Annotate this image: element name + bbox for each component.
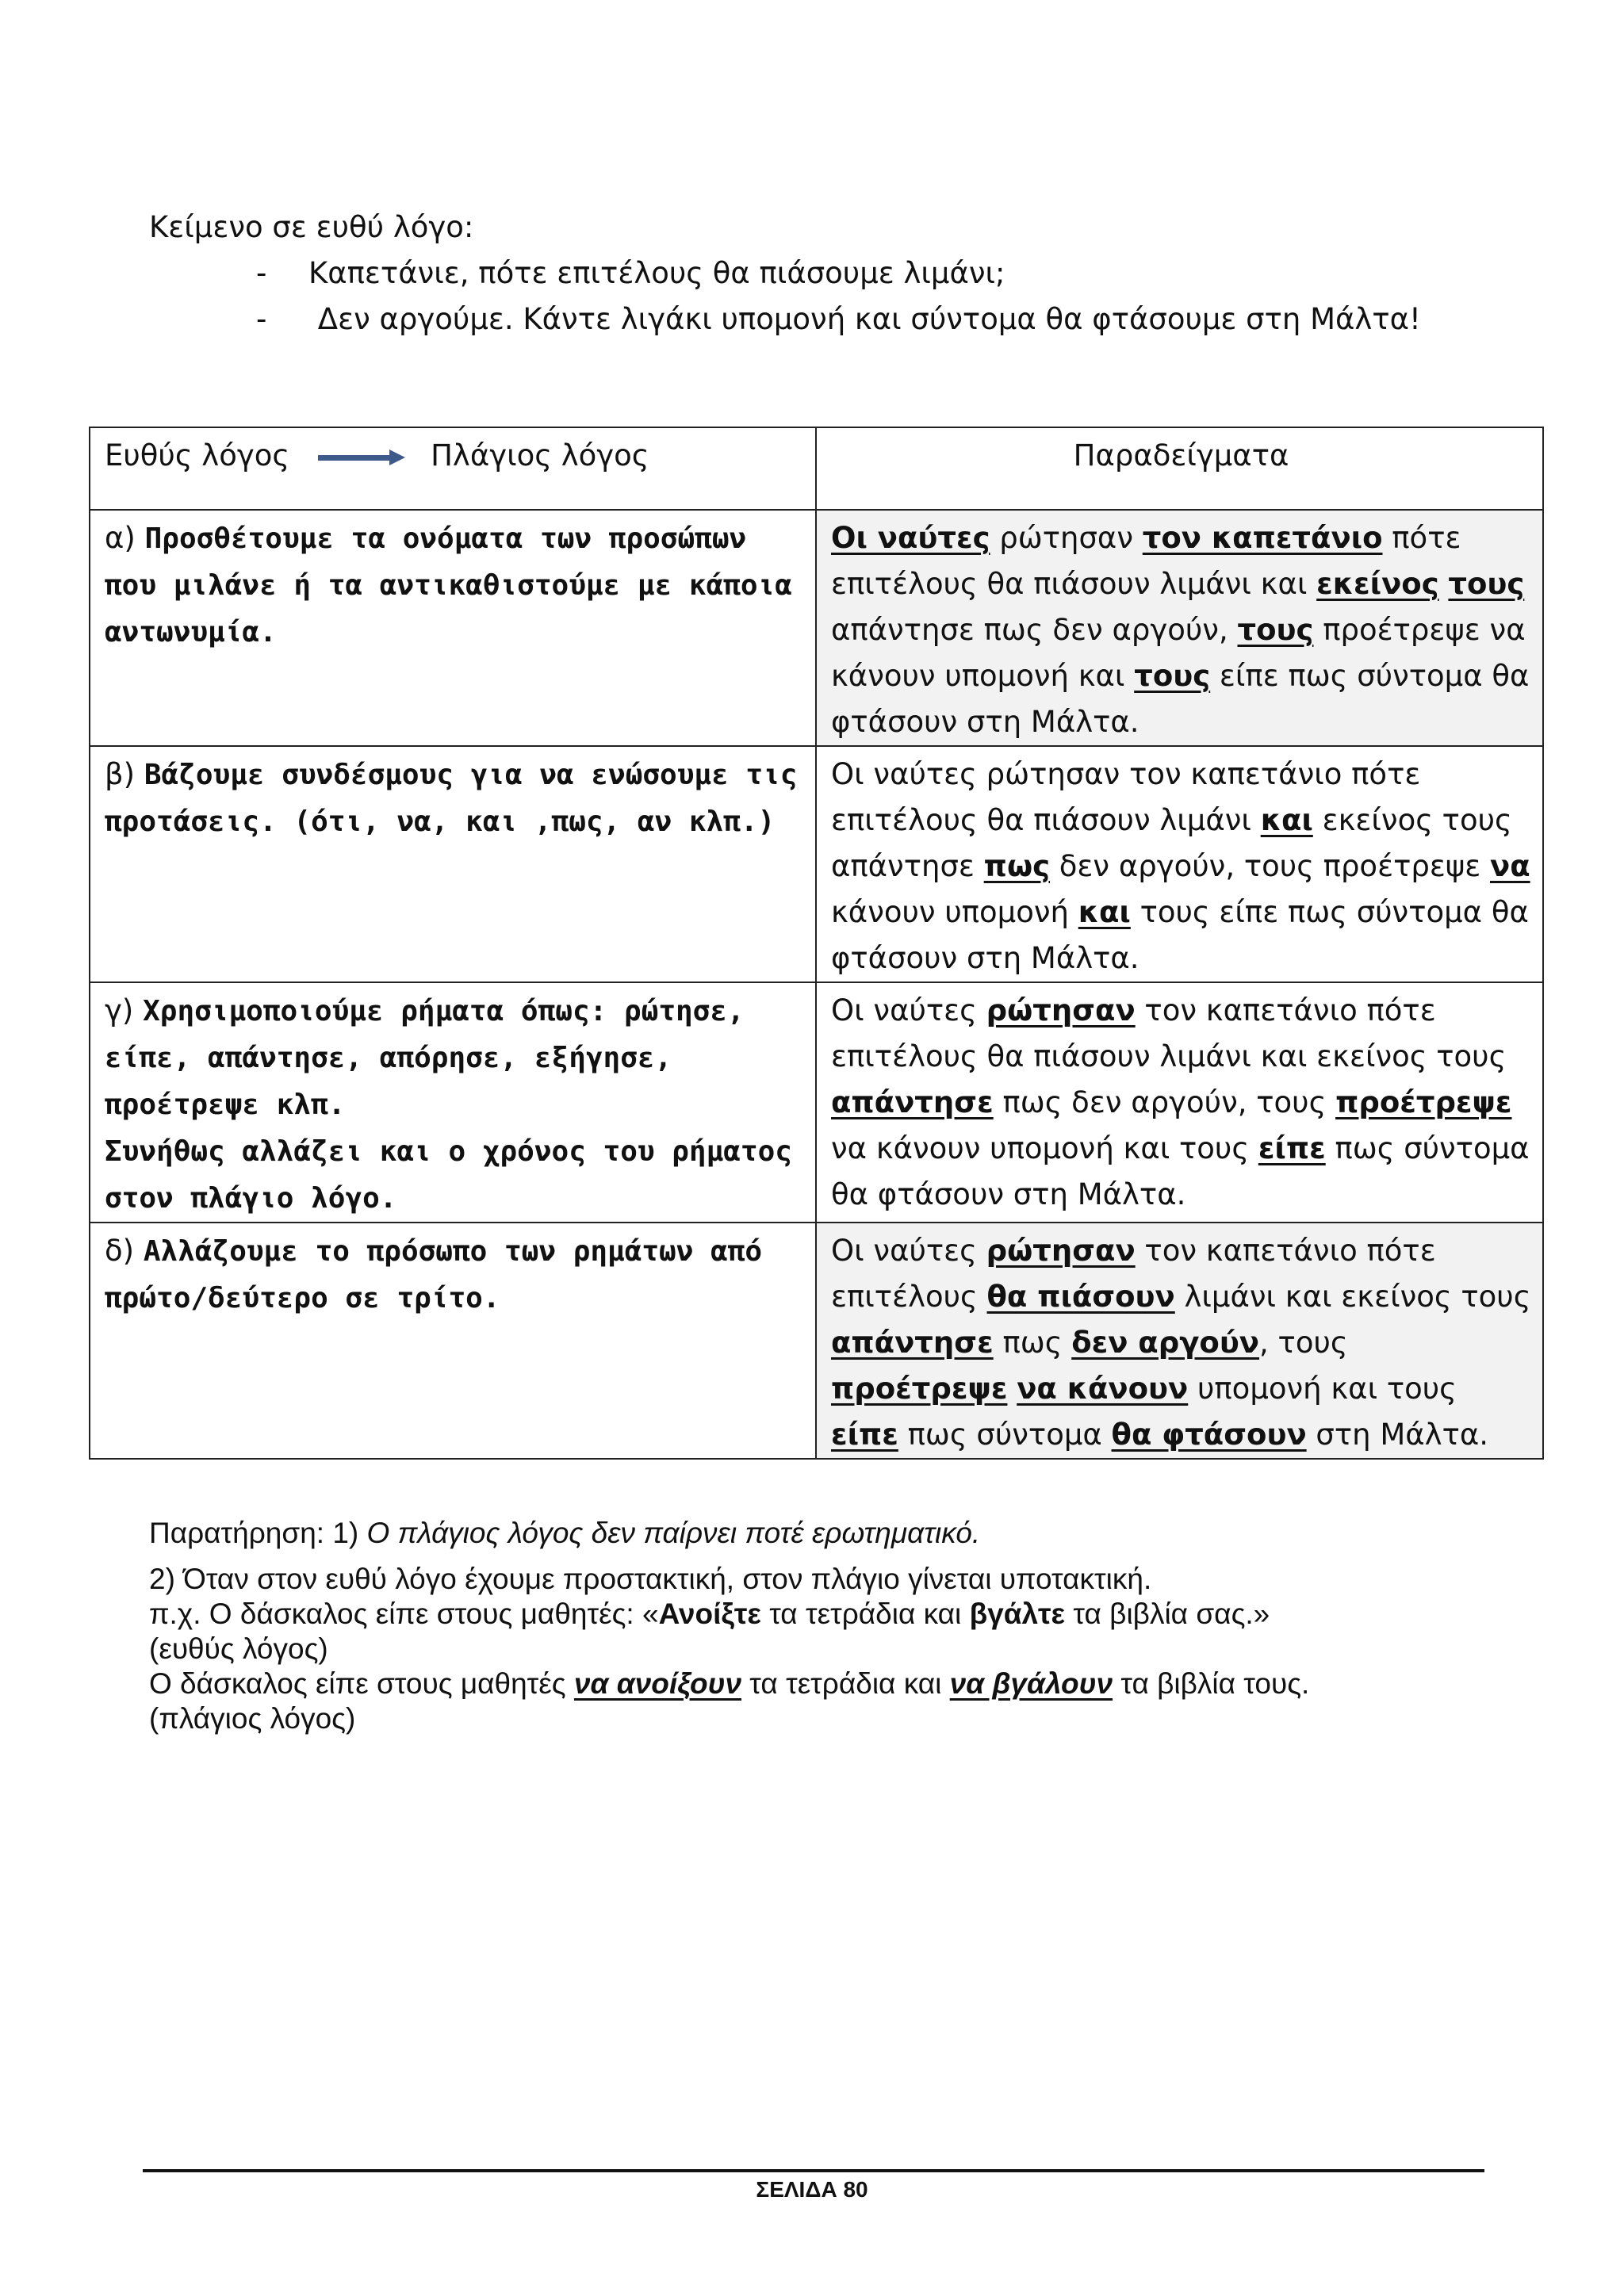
highlighted-word: θα πιάσουν — [986, 1280, 1175, 1314]
highlighted-word: τους — [1448, 567, 1525, 601]
example-cell — [816, 982, 1543, 1223]
highlighted-word: τους — [1134, 659, 1211, 693]
example-text: τους είπε πως σύντομα θα φτάσουν στη Μάλτα. — [831, 895, 1529, 975]
rules-table — [89, 427, 1544, 1460]
highlighted-word: ρώτησαν — [986, 993, 1136, 1027]
example-text: πως — [993, 1326, 1072, 1360]
arrow-right-icon — [318, 450, 405, 465]
note-1: Παρατήρηση: 1) Ο πλάγιος λόγος δεν παίρνει ποτέ ερωτηματικό. — [149, 1517, 981, 1549]
highlighted-word: απάντησε — [831, 1085, 994, 1119]
intro-block — [149, 205, 1421, 342]
example-cell — [816, 746, 1543, 982]
example-text: τον καπετάνιο πότε επιτέλους — [831, 1234, 1436, 1314]
example-text: απάντησε πως δεν αργούν, — [831, 613, 1238, 647]
highlighted-word: προέτρεψε — [1335, 1085, 1512, 1119]
highlighted-word: θα φτάσουν — [1111, 1418, 1307, 1452]
highlighted-word: τον καπετάνιο — [1142, 521, 1383, 555]
rule-cell: δ) Αλλάζουμε το πρόσωπο των ρημάτων από πρώτο/δεύτερο σε τρίτο. — [90, 1223, 816, 1459]
highlighted-word: είπε — [1258, 1131, 1326, 1165]
example-text: Οι ναύτες — [831, 993, 986, 1027]
example-text: προέτρεψε να κάνουν υπομονή και — [831, 613, 1526, 693]
label-indirect: (πλάγιος λόγος) — [149, 1702, 356, 1735]
highlighted-word: ρώτησαν — [986, 1234, 1136, 1268]
footer-divider — [143, 2169, 1484, 2172]
example-text — [1439, 567, 1449, 601]
highlighted-word: Οι ναύτες — [831, 521, 990, 555]
example-text: υπομονή και τους — [1188, 1372, 1457, 1406]
example-text: Οι ναύτες ρώτησαν τον καπετάνιο πότε επιτέλους θα πιάσουν λιμάνι — [831, 757, 1421, 837]
header-examples: Παραδείγματα — [816, 427, 1543, 510]
example-text: ρώτησαν — [990, 521, 1143, 555]
example-cell — [816, 1223, 1543, 1459]
example-text: πως σύντομα — [898, 1418, 1112, 1452]
highlighted-word: και — [1260, 803, 1313, 837]
example-text: εκείνος τους απάντησε — [831, 803, 1512, 883]
example-cell — [816, 510, 1543, 746]
header-direct-speech: Ευθύς λόγος — [105, 438, 290, 473]
example-text: , τους — [1259, 1326, 1348, 1360]
dialog-line-1: - Καπετάνιε, πότε επιτέλους θα πιάσουμε λιμάνι; — [256, 256, 1005, 290]
header-left-cell — [90, 427, 816, 510]
page-number: ΣΕΛΙΔΑ 80 — [756, 2177, 868, 2202]
example-text: τον καπετάνιο πότε επιτέλους θα πιάσουν λιμάνι και εκείνος τους — [831, 993, 1507, 1073]
highlighted-word: πως — [983, 849, 1051, 883]
header-indirect-speech: Πλάγιος λόγος — [431, 438, 649, 473]
note-example-indirect: Ο δάσκαλος είπε στους μαθητές να ανοίξουν τα τετράδια και να βγάλουν τα βιβλία τους. — [149, 1667, 1310, 1700]
table-row — [90, 510, 1543, 746]
table-row — [90, 1223, 1543, 1459]
highlighted-word: να κάνουν — [1017, 1372, 1189, 1406]
rule-cell: β) Βάζουμε συνδέσμους για να ενώσουμε τις προτάσεις. (ότι, να, και ,πως, αν κλπ.) — [90, 746, 816, 982]
highlighted-word: απάντησε — [831, 1326, 994, 1360]
rule-cell: γ) Χρησιμοποιούμε ρήματα όπως: ρώτησε, είπε, απάντησε, απόρησε, εξήγησε, προέτρεψε κλπ. Συνήθως αλλάζει και ο χρόνος του ρήματος στον πλάγιο λόγο. — [90, 982, 816, 1223]
example-text: κάνουν υπομονή — [831, 895, 1078, 929]
table-header-row — [90, 427, 1543, 510]
example-text: στη Μάλτα. — [1306, 1418, 1488, 1452]
example-text: δεν αργούν, τους προέτρεψε — [1050, 849, 1490, 883]
highlighted-word: είπε — [831, 1418, 898, 1452]
dialog-line-2: - Δεν αργούμε. Κάντε λιγάκι υπομονή και σύντομα θα φτάσουμε στη Μάλτα! — [256, 302, 1421, 336]
example-text: πότε επιτέλους θα πιάσουν λιμάνι και — [831, 521, 1461, 601]
note-2: 2) Όταν στον ευθύ λόγο έχουμε προστακτική, στον πλάγιο γίνεται υποτακτική. — [149, 1563, 1152, 1595]
highlighted-word: εκείνος — [1316, 567, 1439, 601]
example-text: Οι ναύτες — [831, 1234, 986, 1268]
example-text: πως δεν αργούν, τους — [993, 1085, 1336, 1119]
rule-cell: α) Προσθέτουμε τα ονόματα των προσώπων που μιλάνε ή τα αντικαθιστούμε με κάποια αντωνυμία. — [90, 510, 816, 746]
highlighted-word: δεν αργούν — [1071, 1326, 1260, 1360]
highlighted-word: να — [1490, 849, 1530, 883]
highlighted-word: προέτρεψε — [831, 1372, 1008, 1406]
note-example-direct: π.χ. Ο δάσκαλος είπε στους μαθητές: «Ανοίξτε τα τετράδια και βγάλτε τα βιβλία σας.» — [149, 1598, 1270, 1630]
example-text: λιμάνι και εκείνος τους — [1174, 1280, 1531, 1314]
intro-heading: Κείμενο σε ευθύ λόγο: — [149, 210, 474, 244]
example-text: πως σύντομα θα φτάσουν στη Μάλτα. — [831, 1131, 1530, 1211]
highlighted-word: και — [1078, 895, 1131, 929]
label-direct: (ευθύς λόγος) — [149, 1632, 328, 1665]
example-text: είπε πως σύντομα θα φτάσουν στη Μάλτα. — [831, 659, 1530, 739]
highlighted-word: τους — [1237, 613, 1314, 647]
table-row — [90, 746, 1543, 982]
example-text: να κάνουν υπομονή και τους — [831, 1131, 1258, 1165]
notes-block — [149, 1516, 1545, 1736]
example-text — [1007, 1372, 1017, 1406]
table-row — [90, 982, 1543, 1223]
